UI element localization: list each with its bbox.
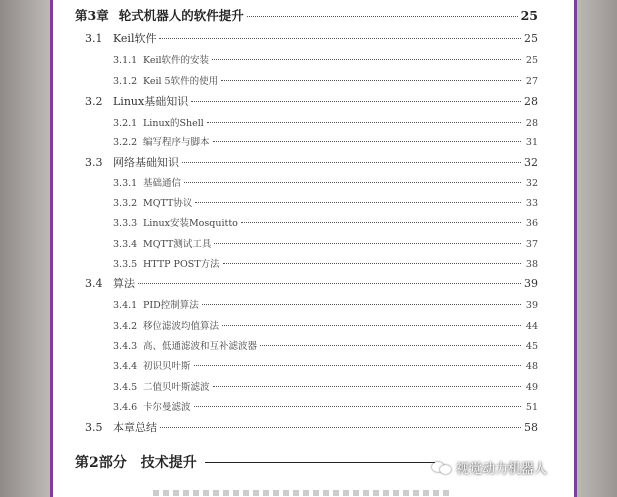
dot-leader	[241, 222, 521, 223]
subsection-page: 28	[525, 118, 538, 129]
watermark	[432, 458, 547, 477]
subsection-page: 51	[525, 402, 538, 413]
section-page: 25	[524, 32, 538, 45]
toc-page	[50, 0, 577, 497]
section-title: 网络基础知识	[113, 156, 179, 169]
subsection-title: Keil软件的安装	[143, 55, 210, 66]
subsection-number: 3.3.2	[113, 198, 138, 209]
dot-leader	[191, 101, 521, 102]
section-page: 39	[524, 277, 538, 290]
dot-leader	[195, 202, 521, 203]
subsection-number: 3.4.5	[113, 382, 138, 393]
section-title: 本章总结	[113, 421, 157, 434]
section-title: Keil软件	[113, 32, 157, 45]
section-number: 3.2	[85, 95, 103, 108]
part-rule	[205, 462, 435, 463]
subsection-number: 3.4.3	[113, 341, 138, 352]
section-page: 58	[524, 421, 538, 434]
chapter-page: 25	[520, 8, 538, 23]
dot-leader	[184, 182, 521, 183]
subsection-title: 基础通信	[143, 178, 182, 189]
subsection-page: 36	[525, 218, 538, 229]
subsection-row[interactable]	[113, 399, 538, 413]
section-number: 3.4	[85, 277, 103, 290]
subsection-row[interactable]	[113, 215, 538, 229]
subsection-title: 初识贝叶斯	[143, 361, 191, 372]
subsection-page: 27	[525, 76, 538, 87]
section-page: 32	[524, 156, 538, 169]
section-row[interactable]	[85, 275, 538, 291]
subsection-row[interactable]	[113, 236, 538, 250]
dot-leader	[182, 162, 521, 163]
dot-leader	[213, 386, 521, 387]
subsection-row[interactable]	[113, 115, 538, 129]
subsection-row[interactable]	[113, 175, 538, 189]
subsection-page: 39	[525, 300, 538, 311]
subsection-page: 32	[525, 178, 538, 189]
subsection-number: 3.3.1	[113, 178, 138, 189]
dot-leader	[138, 283, 521, 284]
subsection-number: 3.3.3	[113, 218, 138, 229]
part-heading[interactable]	[75, 452, 435, 472]
dot-leader	[222, 325, 521, 326]
section-title: Linux基础知识	[113, 95, 189, 108]
dot-leader	[159, 38, 521, 39]
section-number: 3.5	[85, 421, 103, 434]
subsection-page: 48	[525, 361, 538, 372]
dot-leader	[214, 243, 521, 244]
dot-leader	[207, 122, 521, 123]
subsection-page: 38	[525, 259, 538, 270]
section-number: 3.3	[85, 156, 103, 169]
subsection-row[interactable]	[113, 134, 538, 148]
chat-bubble-icon	[432, 460, 452, 476]
subsection-number: 3.3.4	[113, 239, 138, 250]
section-page: 28	[524, 95, 538, 108]
subsection-row[interactable]	[113, 297, 538, 311]
subsection-title: 卡尔曼滤波	[143, 402, 191, 413]
dot-leader	[247, 16, 518, 17]
subsection-page: 33	[525, 198, 538, 209]
dot-leader	[202, 304, 521, 305]
chapter-row[interactable]	[75, 6, 538, 24]
subsection-number: 3.4.6	[113, 402, 138, 413]
subsection-title: 高、低通滤波和互补滤波器	[143, 341, 258, 352]
dot-leader	[221, 80, 521, 81]
subsection-title: PID控制算法	[143, 300, 199, 311]
subsection-number: 3.2.1	[113, 118, 138, 129]
dot-leader	[160, 427, 521, 428]
subsection-title: 编写程序与脚本	[143, 137, 210, 148]
section-row[interactable]	[85, 154, 538, 170]
subsection-page: 44	[525, 321, 538, 332]
subsection-title: MQTT测试工具	[143, 239, 212, 250]
subsection-row[interactable]	[113, 318, 538, 332]
chapter-title: 轮式机器人的软件提升	[118, 8, 244, 23]
dot-leader	[194, 406, 521, 407]
cropped-next-line	[153, 490, 453, 496]
subsection-number: 3.4.2	[113, 321, 138, 332]
subsection-number: 3.3.5	[113, 259, 138, 270]
watermark-text: 视觉动力机器人	[456, 462, 548, 477]
section-row[interactable]	[85, 93, 538, 109]
subsection-row[interactable]	[113, 195, 538, 209]
chapter-number: 第3章	[75, 8, 109, 23]
subsection-page: 49	[525, 382, 538, 393]
part-number: 第2部分	[75, 455, 127, 471]
subsection-title: Linux的Shell	[143, 118, 204, 129]
subsection-title: MQTT协议	[143, 198, 193, 209]
subsection-row[interactable]	[113, 338, 538, 352]
subsection-page: 37	[525, 239, 538, 250]
subsection-number: 3.1.2	[113, 76, 138, 87]
section-number: 3.1	[85, 32, 103, 45]
subsection-page: 25	[525, 55, 538, 66]
subsection-row[interactable]	[113, 73, 538, 87]
dot-leader	[213, 141, 521, 142]
subsection-number: 3.2.2	[113, 137, 138, 148]
dot-leader	[212, 59, 521, 60]
subsection-row[interactable]	[113, 256, 538, 270]
section-row[interactable]	[85, 30, 538, 46]
subsection-number: 3.4.4	[113, 361, 138, 372]
subsection-row[interactable]	[113, 379, 538, 393]
section-row[interactable]	[85, 419, 538, 435]
subsection-row[interactable]	[113, 358, 538, 372]
subsection-page: 31	[525, 137, 538, 148]
dot-leader	[223, 263, 521, 264]
subsection-title: Keil 5软件的使用	[143, 76, 219, 87]
subsection-number: 3.1.1	[113, 55, 138, 66]
subsection-title: 二值贝叶斯滤波	[143, 382, 210, 393]
dot-leader	[194, 365, 521, 366]
section-title: 算法	[113, 277, 135, 290]
subsection-page: 45	[525, 341, 538, 352]
subsection-title: HTTP POST方法	[143, 259, 220, 270]
subsection-number: 3.4.1	[113, 300, 138, 311]
subsection-title: Linux安装Mosquitto	[143, 218, 238, 229]
subsection-row[interactable]	[113, 52, 538, 66]
subsection-title: 移位滤波均值算法	[143, 321, 220, 332]
dot-leader	[260, 345, 521, 346]
part-title: 技术提升	[140, 455, 197, 471]
